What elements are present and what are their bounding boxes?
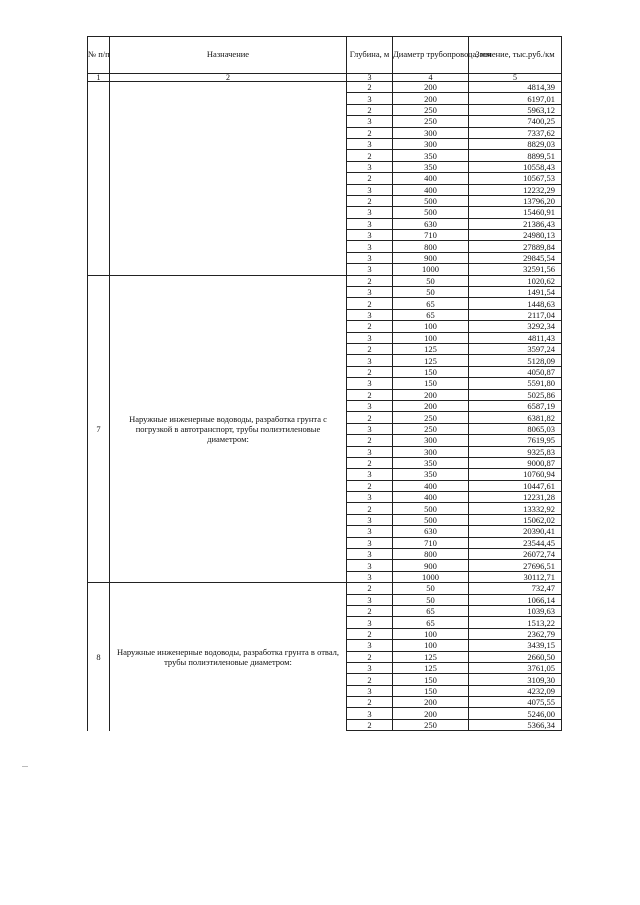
diameter-cell: 200 [393,697,469,708]
depth-cell: 2 [347,275,393,286]
depth-cell: 3 [347,264,393,275]
depth-cell: 2 [347,435,393,446]
value-cell: 7619,95 [469,435,562,446]
price-table [87,36,562,731]
value-cell: 26072,74 [469,549,562,560]
header-num: № п/п [88,37,110,74]
header-depth: Глубина, м [347,37,393,74]
diameter-cell: 500 [393,514,469,525]
diameter-cell: 65 [393,617,469,628]
diameter-cell: 100 [393,332,469,343]
depth-cell: 3 [347,400,393,411]
diameter-cell: 900 [393,560,469,571]
depth-cell: 2 [347,195,393,206]
depth-cell: 3 [347,116,393,127]
diameter-cell: 250 [393,719,469,730]
depth-cell: 3 [347,571,393,582]
diameter-cell: 250 [393,412,469,423]
depth-cell: 3 [347,355,393,366]
value-cell: 1066,14 [469,594,562,605]
value-cell: 30112,71 [469,571,562,582]
diameter-cell: 350 [393,150,469,161]
group-description: Наружные инженерные водоводы, разработка грунта в отвал, трубы полиэтиленовые диаметром: [110,583,347,731]
value-cell: 4050,87 [469,366,562,377]
diameter-cell: 800 [393,241,469,252]
depth-cell: 3 [347,138,393,149]
diameter-cell: 400 [393,184,469,195]
depth-cell: 2 [347,104,393,115]
diameter-cell: 100 [393,640,469,651]
value-cell: 27889,84 [469,241,562,252]
diameter-cell: 710 [393,537,469,548]
table-row [88,275,562,286]
value-cell: 24980,13 [469,230,562,241]
diameter-cell: 710 [393,230,469,241]
diameter-cell: 300 [393,138,469,149]
diameter-cell: 1000 [393,571,469,582]
depth-cell: 2 [347,150,393,161]
value-cell: 10447,61 [469,480,562,491]
value-cell: 10760,94 [469,469,562,480]
value-cell: 21386,43 [469,218,562,229]
group-description [110,82,347,276]
depth-cell: 3 [347,492,393,503]
depth-cell: 3 [347,617,393,628]
depth-cell: 3 [347,662,393,673]
depth-cell: 2 [347,321,393,332]
value-cell: 4811,43 [469,332,562,343]
diameter-cell: 125 [393,355,469,366]
diameter-cell: 250 [393,104,469,115]
value-cell: 20390,41 [469,526,562,537]
depth-cell: 2 [347,173,393,184]
diameter-cell: 400 [393,173,469,184]
value-cell: 23544,45 [469,537,562,548]
depth-cell: 2 [347,583,393,594]
value-cell: 9325,83 [469,446,562,457]
value-cell: 2660,50 [469,651,562,662]
depth-cell: 3 [347,207,393,218]
header-purpose: Назначение [110,37,347,74]
value-cell: 1020,62 [469,275,562,286]
depth-cell: 2 [347,298,393,309]
value-cell: 10558,43 [469,161,562,172]
group-description: Наружные инженерные водоводы, разработка грунта с погрузкой в автотранспорт, трубы полиэтиленовые диаметром: [110,275,347,583]
depth-cell: 3 [347,332,393,343]
diameter-cell: 500 [393,207,469,218]
depth-cell: 3 [347,241,393,252]
value-cell: 5591,80 [469,378,562,389]
depth-cell: 3 [347,230,393,241]
diameter-cell: 200 [393,389,469,400]
value-cell: 3292,34 [469,321,562,332]
depth-cell: 3 [347,218,393,229]
depth-cell: 3 [347,469,393,480]
diameter-cell: 500 [393,195,469,206]
depth-cell: 3 [347,252,393,263]
diameter-cell: 125 [393,651,469,662]
depth-cell: 3 [347,287,393,298]
depth-cell: 3 [347,526,393,537]
value-cell: 27696,51 [469,560,562,571]
depth-cell: 3 [347,685,393,696]
value-cell: 4075,55 [469,697,562,708]
table-row [88,82,562,93]
depth-cell: 2 [347,343,393,354]
diameter-cell: 350 [393,469,469,480]
value-cell: 4232,09 [469,685,562,696]
diameter-cell: 200 [393,708,469,719]
index-cell: 4 [393,74,469,82]
index-cell: 5 [469,74,562,82]
value-cell: 13796,20 [469,195,562,206]
table-row [88,583,562,594]
diameter-cell: 1000 [393,264,469,275]
diameter-cell: 150 [393,366,469,377]
value-cell: 5366,34 [469,719,562,730]
value-cell: 2362,79 [469,628,562,639]
depth-cell: 2 [347,719,393,730]
diameter-cell: 630 [393,218,469,229]
value-cell: 3761,05 [469,662,562,673]
value-cell: 5246,00 [469,708,562,719]
depth-cell: 2 [347,366,393,377]
diameter-cell: 200 [393,400,469,411]
value-cell: 4814,39 [469,82,562,93]
diameter-cell: 65 [393,298,469,309]
diameter-cell: 65 [393,605,469,616]
diameter-cell: 50 [393,583,469,594]
depth-cell: 3 [347,537,393,548]
diameter-cell: 400 [393,492,469,503]
depth-cell: 3 [347,549,393,560]
value-cell: 8065,03 [469,423,562,434]
value-cell: 1448,63 [469,298,562,309]
depth-cell: 2 [347,605,393,616]
diameter-cell: 125 [393,662,469,673]
depth-cell: 2 [347,480,393,491]
diameter-cell: 150 [393,674,469,685]
diameter-cell: 250 [393,423,469,434]
depth-cell: 2 [347,628,393,639]
depth-cell: 2 [347,697,393,708]
depth-cell: 3 [347,423,393,434]
value-cell: 7400,25 [469,116,562,127]
depth-cell: 2 [347,457,393,468]
diameter-cell: 100 [393,321,469,332]
index-cell: 3 [347,74,393,82]
value-cell: 3597,24 [469,343,562,354]
diameter-cell: 50 [393,594,469,605]
diameter-cell: 900 [393,252,469,263]
depth-cell: 2 [347,127,393,138]
margin-mark [22,766,28,767]
header-value: Значение, тыс.руб./км [469,37,562,74]
diameter-cell: 100 [393,628,469,639]
diameter-cell: 125 [393,343,469,354]
value-cell: 10567,53 [469,173,562,184]
value-cell: 5128,09 [469,355,562,366]
depth-cell: 3 [347,594,393,605]
diameter-cell: 300 [393,446,469,457]
depth-cell: 3 [347,161,393,172]
value-cell: 29845,54 [469,252,562,263]
diameter-cell: 350 [393,161,469,172]
value-cell: 6381,82 [469,412,562,423]
diameter-cell: 250 [393,116,469,127]
group-number: 7 [88,275,110,583]
value-cell: 6587,19 [469,400,562,411]
depth-cell: 3 [347,184,393,195]
depth-cell: 3 [347,446,393,457]
diameter-cell: 65 [393,309,469,320]
value-cell: 12232,29 [469,184,562,195]
value-cell: 15460,91 [469,207,562,218]
diameter-cell: 200 [393,93,469,104]
depth-cell: 2 [347,674,393,685]
value-cell: 32591,56 [469,264,562,275]
value-cell: 5025,86 [469,389,562,400]
index-cell: 2 [110,74,347,82]
column-index-row [88,74,562,82]
value-cell: 2117,04 [469,309,562,320]
depth-cell: 2 [347,651,393,662]
value-cell: 1513,22 [469,617,562,628]
depth-cell: 3 [347,640,393,651]
depth-cell: 2 [347,389,393,400]
diameter-cell: 300 [393,127,469,138]
diameter-cell: 50 [393,287,469,298]
value-cell: 3109,30 [469,674,562,685]
header-diameter: Диаметр трубопровода, мм [393,37,469,74]
group-number [88,82,110,276]
depth-cell: 2 [347,82,393,93]
value-cell: 3439,15 [469,640,562,651]
value-cell: 8829,03 [469,138,562,149]
depth-cell: 2 [347,412,393,423]
depth-cell: 2 [347,503,393,514]
value-cell: 8899,51 [469,150,562,161]
index-cell: 1 [88,74,110,82]
value-cell: 15062,02 [469,514,562,525]
value-cell: 7337,62 [469,127,562,138]
diameter-cell: 150 [393,685,469,696]
depth-cell: 3 [347,309,393,320]
diameter-cell: 150 [393,378,469,389]
diameter-cell: 500 [393,503,469,514]
value-cell: 1491,54 [469,287,562,298]
diameter-cell: 300 [393,435,469,446]
depth-cell: 3 [347,708,393,719]
depth-cell: 3 [347,378,393,389]
value-cell: 5963,12 [469,104,562,115]
depth-cell: 3 [347,93,393,104]
value-cell: 12231,28 [469,492,562,503]
value-cell: 6197,01 [469,93,562,104]
value-cell: 1039,63 [469,605,562,616]
depth-cell: 3 [347,514,393,525]
diameter-cell: 400 [393,480,469,491]
header-row [88,37,562,74]
value-cell: 732,47 [469,583,562,594]
diameter-cell: 800 [393,549,469,560]
depth-cell: 3 [347,560,393,571]
diameter-cell: 200 [393,82,469,93]
value-cell: 9000,87 [469,457,562,468]
group-number: 8 [88,583,110,731]
diameter-cell: 50 [393,275,469,286]
diameter-cell: 630 [393,526,469,537]
value-cell: 13332,92 [469,503,562,514]
diameter-cell: 350 [393,457,469,468]
